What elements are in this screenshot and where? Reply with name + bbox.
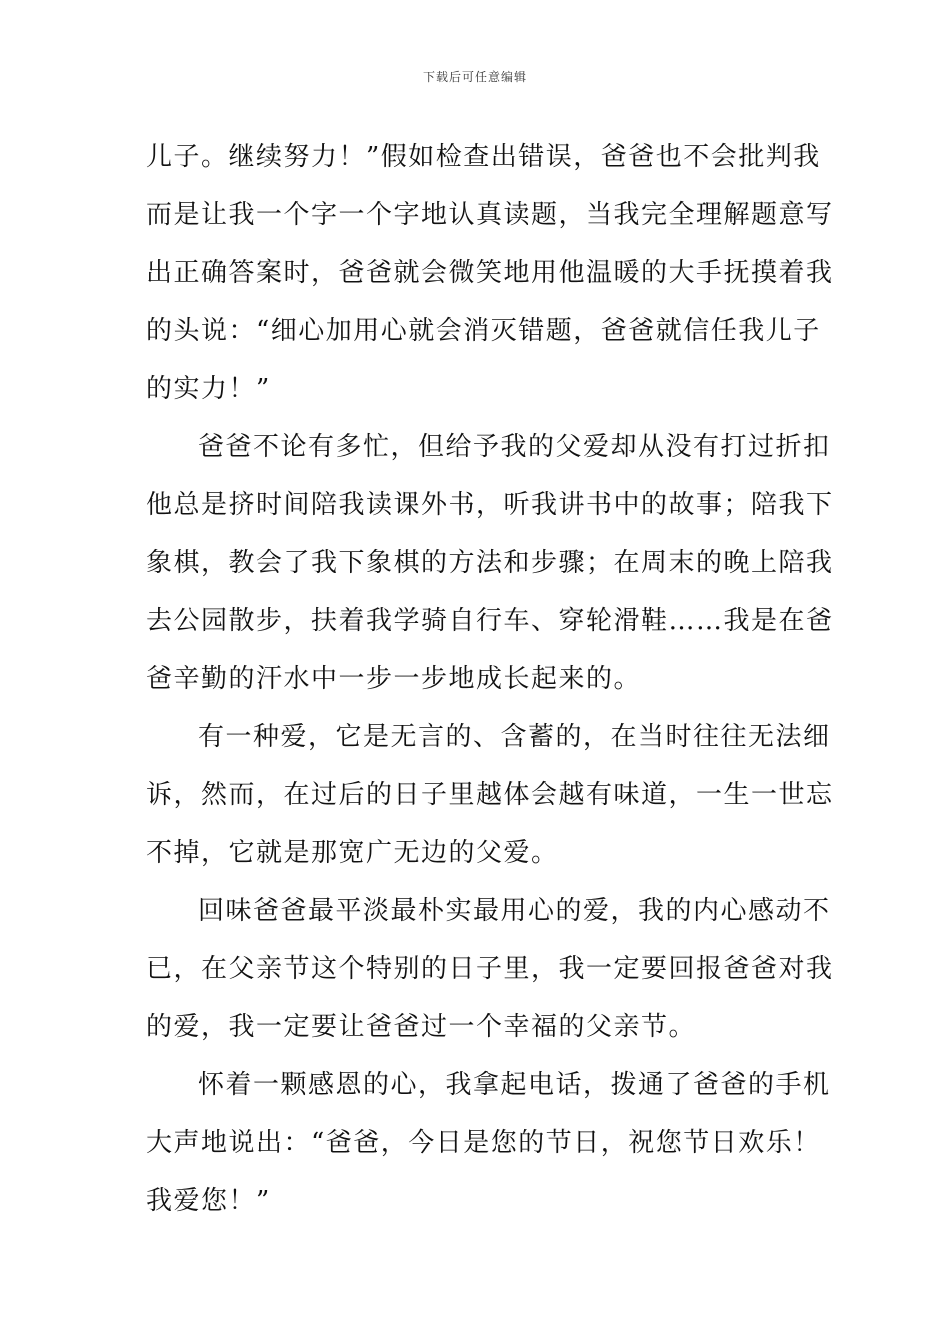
- text-line: 而是让我一个字一个字地认真读题，当我完全理解题意写: [146, 200, 834, 230]
- text-line: 有一种爱，它是无言的、含蓄的，在当时往往无法细: [198, 722, 831, 752]
- text-line: 的头说：“细心加用心就会消灭错题，爸爸就信任我儿子: [146, 316, 821, 346]
- text-line: 爸爸不论有多忙，但给予我的父爱却从没有打过折扣: [198, 432, 831, 462]
- text-line: 诉，然而，在过后的日子里越体会越有味道，一生一世忘: [146, 780, 834, 810]
- text-line: 的爱，我一定要让爸爸过一个幸福的父亲节。: [146, 1012, 697, 1042]
- page-header: 下载后可任意编辑: [422, 70, 527, 84]
- text-line: 我爱您！”: [146, 1186, 271, 1216]
- text-line: 爸辛勤的汗水中一步一步地成长起来的。: [146, 664, 642, 694]
- paragraph-4: [146, 882, 834, 1056]
- text-line: 去公园散步，扶着我学骑自行车、穿轮滑鞋……我是在爸: [146, 606, 834, 636]
- text-line: 回味爸爸最平淡最朴实最用心的爱，我的内心感动不: [198, 896, 831, 926]
- text-line: 不掉，它就是那宽广无边的父爱。: [146, 838, 559, 868]
- text-line: 的实力！”: [146, 374, 271, 404]
- text-line: 已，在父亲节这个特别的日子里，我一定要回报爸爸对我: [146, 954, 834, 984]
- paragraph-1: [146, 128, 834, 418]
- document-body: [146, 128, 834, 1230]
- paragraph-2: [146, 418, 834, 708]
- text-line: 出正确答案时，爸爸就会微笑地用他温暖的大手抚摸着我: [146, 258, 834, 288]
- text-line: 他总是挤时间陪我读课外书，听我讲书中的故事；陪我下: [146, 490, 834, 520]
- text-line: 儿子。继续努力！”假如检查出错误，爸爸也不会批判我: [146, 142, 821, 172]
- text-line: 怀着一颗感恩的心，我拿起电话，拨通了爸爸的手机: [198, 1070, 831, 1100]
- text-line: 象棋，教会了我下象棋的方法和步骤；在周末的晚上陪我: [146, 548, 834, 578]
- paragraph-5: [146, 1056, 831, 1230]
- paragraph-3: [146, 708, 834, 882]
- text-line: 大声地说出：“爸爸，今日是您的节日，祝您节日欢乐！: [146, 1128, 821, 1158]
